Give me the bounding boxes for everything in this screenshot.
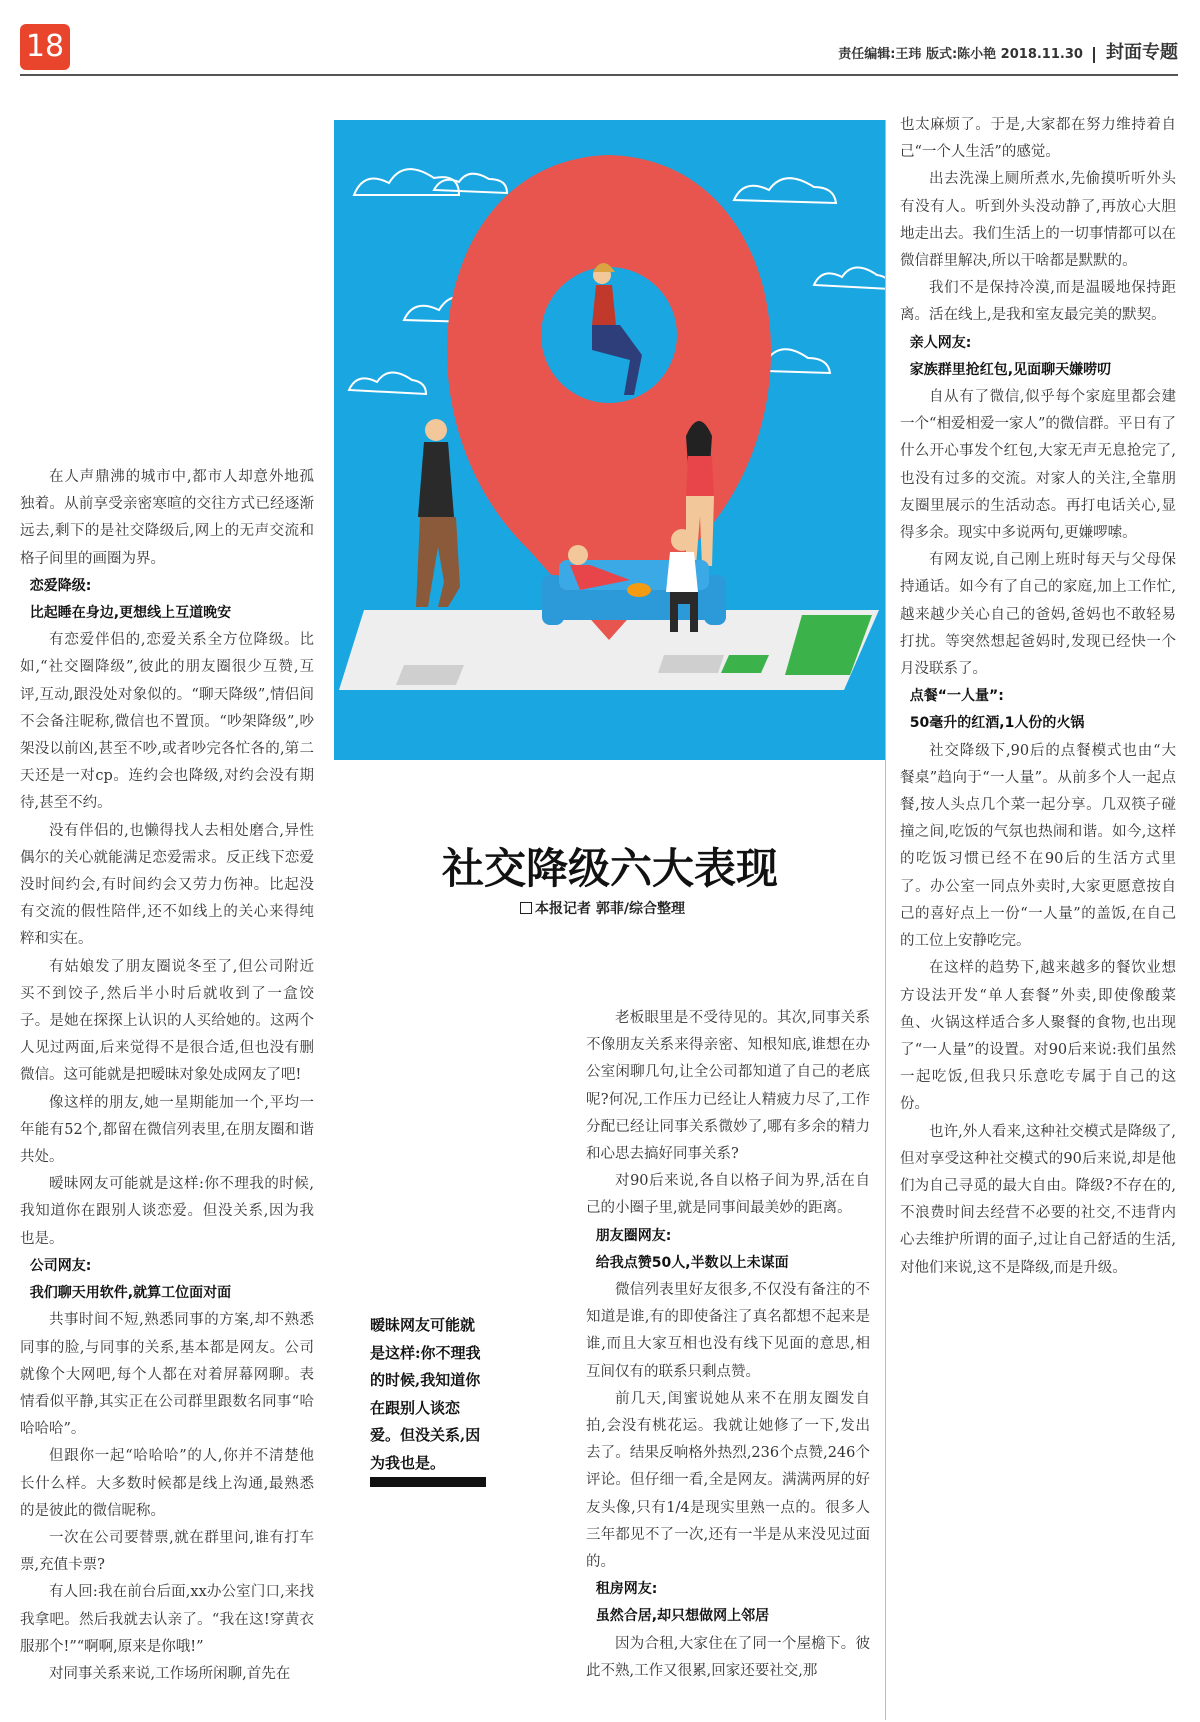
map-park [721, 655, 769, 673]
section-subheading: 朋友圈网友: [595, 1227, 672, 1244]
header-rule [20, 74, 1178, 76]
body-paragraph: 在这样的趋势下,越来越多的餐饮业想方设法开发“单人套餐”外卖,即使像酸菜鱼、火锅这样适合多人聚餐的食物,也出现了“一人量”的设置。对90后来说:我们虽然一起吃饭,但我只乐意吃专属于自己的这份。 [900, 960, 1176, 1113]
article-byline [520, 898, 685, 918]
page-number: 18 [20, 24, 70, 70]
header-meta [838, 38, 1178, 64]
section-subheading: 点餐“一人量”: [909, 688, 1004, 705]
section-subheading: 公司网友: [29, 1257, 92, 1274]
column-left [20, 464, 314, 1688]
body-paragraph: 也太麻烦了。于是,大家都在努力维持着自己“一个人生活”的感觉。 [900, 117, 1176, 161]
section-subheading: 租房网友: [595, 1581, 658, 1598]
column-divider [885, 120, 886, 1720]
body-paragraph: 自从有了微信,似乎每个家庭里都会建一个“相爱相爱一家人”的微信群。平日有了什么开心事发个红包,大家无声无息抢完了,也没有过多的交流。对家人的关注,全靠朋友圈里展示的生活动态。再打电话关心,显得多余。现实中多说两句,更嫌啰嗦。 [900, 389, 1176, 542]
body-paragraph: 我们不是保持冷漠,而是温暖地保持距离。活在线上,是我和室友最完美的默契。 [900, 280, 1176, 324]
column-middle [586, 1005, 870, 1685]
body-paragraph: 有网友说,自己刚上班时每天与父母保持通话。如今有了自己的家庭,加上工作忙,越来越少关心自己的爸妈,爸妈也不敢轻易打扰。等突然想起爸妈时,发现已经快一个月没联系了。 [900, 552, 1176, 678]
body-paragraph: 共事时间不短,熟悉同事的方案,却不熟悉同事的脸,与同事的关系,基本都是网友。公司就像个大网吧,每个人都在对着屏幕网聊。表情看似平静,其实正在公司群里跟数名同事“哈哈哈哈”。 [20, 1312, 314, 1438]
section-subheading: 亲人网友: [909, 334, 972, 351]
illustration-svg [334, 120, 886, 760]
section-title: 封面专题 [1106, 42, 1178, 63]
cover-illustration [334, 120, 886, 760]
body-paragraph: 但跟你一起“哈哈哈”的人,你并不清楚他长什么样。大多数时候都是线上沟通,最熟悉的是彼此的微信昵称。 [20, 1448, 314, 1519]
pull-quote: 暧昧网友可能就是这样:你不理我的时候,我知道你在跟别人谈恋爱。但没关系,因为我也是。 [370, 1316, 481, 1472]
body-paragraph: 一次在公司要替票,就在群里问,谁有打车票,充值卡票? [20, 1529, 314, 1574]
section-subheading: 比起睡在身边,更想线上互道晚安 [29, 605, 232, 622]
body-paragraph: 社交降级下,90后的点餐模式也由“大餐桌”趋向于“一人量”。从前多个人一起点餐,按人头点几个菜一起分享。几双筷子碰撞之间,吃饭的气氛也热闹和谐。如今,这样的吃饭习惯已经不在90后的生活方式里了。办公室一同点外卖时,大家更愿意按自己的喜好点上一份“一人量”的盖饭,在自己的工位上安静吃完。 [900, 742, 1176, 950]
editor-credits: 责任编辑:王玮 版式:陈小艳 2018.11.30 [838, 47, 1083, 62]
body-paragraph: 也许,外人看来,这种社交模式是降级了,但对享受这种社交模式的90后来说,却是他们为自己寻觅的最大自由。降级?不存在的,不浪费时间去经营不必要的社交,不违背内心去维护所谓的面子,过让自己舒适的生活,对他们来说,这不是降级,而是升级。 [900, 1123, 1176, 1276]
body-paragraph: 前几天,闺蜜说她从来不在朋友圈发自拍,会没有桃花运。我就让她修了一下,发出去了。结果反响格外热烈,236个点赞,246个评论。但仔细一看,全是网友。满满两屏的好友头像,只有1/4是现实里熟一点的。很多人三年都见不了一次,还有一半是从来没见过面的。 [586, 1390, 870, 1571]
section-subheading: 虽然合居,却只想做网上邻居 [595, 1608, 770, 1625]
body-paragraph: 没有伴侣的,也懒得找人去相处磨合,异性偶尔的关心就能满足恋爱需求。反正线下恋爱没时间约会,有时间约会又劳力伤神。比起没有交流的假性陪伴,还不如线上的关心来得纯粹和实在。 [20, 822, 314, 948]
body-paragraph: 有姑娘发了朋友圈说冬至了,但公司附近买不到饺子,然后半小时后就收到了一盒饺子。是她在探探上认识的人买给她的。这两个人见过两面,后来觉得不是很合适,但也没有删微信。这可能就是把暧昧对象处成网友了吧! [20, 958, 314, 1084]
column-right [900, 112, 1176, 1282]
body-paragraph: 对90后来说,各自以格子间为界,活在自己的小圈子里,就是同事间最美妙的距离。 [586, 1173, 870, 1217]
body-paragraph: 因为合租,大家住在了同一个屋檐下。彼此不熟,工作又很累,回家还要社交,那 [586, 1635, 870, 1679]
section-subheading: 家族群里抢红包,见面聊天嫌唠叨 [909, 361, 1112, 378]
section-subheading: 50毫升的红酒,1人份的火锅 [909, 715, 1085, 732]
body-paragraph: 微信列表里好友很多,不仅没有备注的不知道是谁,有的即使备注了真名都想不起来是谁,而且大家互相也没有线下见面的意思,相互间仅有的联系只剩点赞。 [586, 1282, 870, 1380]
body-paragraph: 出去洗澡上厕所煮水,先偷摸听听外头有没有人。听到外头没动静了,再放心大胆地走出去。我们生活上的一切事情都可以在微信群里解决,所以干啥都是默默的。 [900, 171, 1176, 270]
byline-box-icon [520, 902, 532, 914]
body-paragraph: 有人回:我在前台后面,xx办公室门口,来找我拿吧。然后我就去认亲了。“我在这!穿黄衣服那个!”“啊啊,原来是你哦!” [20, 1584, 314, 1655]
cat-icon [627, 583, 651, 597]
section-subheading: 我们聊天用软件,就算工位面对面 [29, 1285, 232, 1302]
body-paragraph: 在人声鼎沸的城市中,都市人却意外地孤独着。从前享受亲密寒暄的交往方式已经逐渐远去,剩下的是社交降级后,网上的无声交流和格子间里的画圈为界。 [20, 469, 314, 567]
section-subheading: 恋爱降级: [29, 577, 92, 594]
header-separator [1093, 47, 1095, 63]
section-subheading: 给我点赞50人,半数以上未谋面 [595, 1254, 789, 1271]
body-paragraph: 有恋爱伴侣的,恋爱关系全方位降级。比如,“社交圈降级”,彼此的朋友圈很少互赞,互评,互动,跟没处对象似的。“聊天降级”,情侣间不会备注昵称,微信也不置顶。“吵架降级”,吵架没以前凶,甚至不吵,或者吵完各忙各的,第二天还是一对cp。连约会也降级,对约会没有期待,甚至不约。 [20, 632, 314, 812]
body-paragraph: 对同事关系来说,工作场所闲聊,首先在 [49, 1665, 291, 1682]
body-paragraph: 老板眼里是不受待见的。其次,同事关系不像朋友关系来得亲密、知根知底,谁想在办公室闲聊几句,让全公司都知道了自己的老底呢?何况,工作压力已经让人精疲力尽了,工作分配已经让同事关系微妙了,哪有多余的精力和心思去搞好同事关系? [586, 1010, 870, 1163]
page-header [20, 24, 1178, 70]
body-paragraph: 像这样的朋友,她一星期能加一个,平均一年能有52个,都留在微信列表里,在朋友圈和谐共处。 [20, 1094, 314, 1166]
pull-quote-bar [370, 1477, 486, 1487]
article-title: 社交降级六大表现 [441, 844, 778, 893]
byline-text: 本报记者 郭菲/综合整理 [535, 901, 685, 917]
body-paragraph: 暧昧网友可能就是这样:你不理我的时候,我知道你在跟别人谈恋爱。但没关系,因为我也是。 [20, 1176, 314, 1247]
